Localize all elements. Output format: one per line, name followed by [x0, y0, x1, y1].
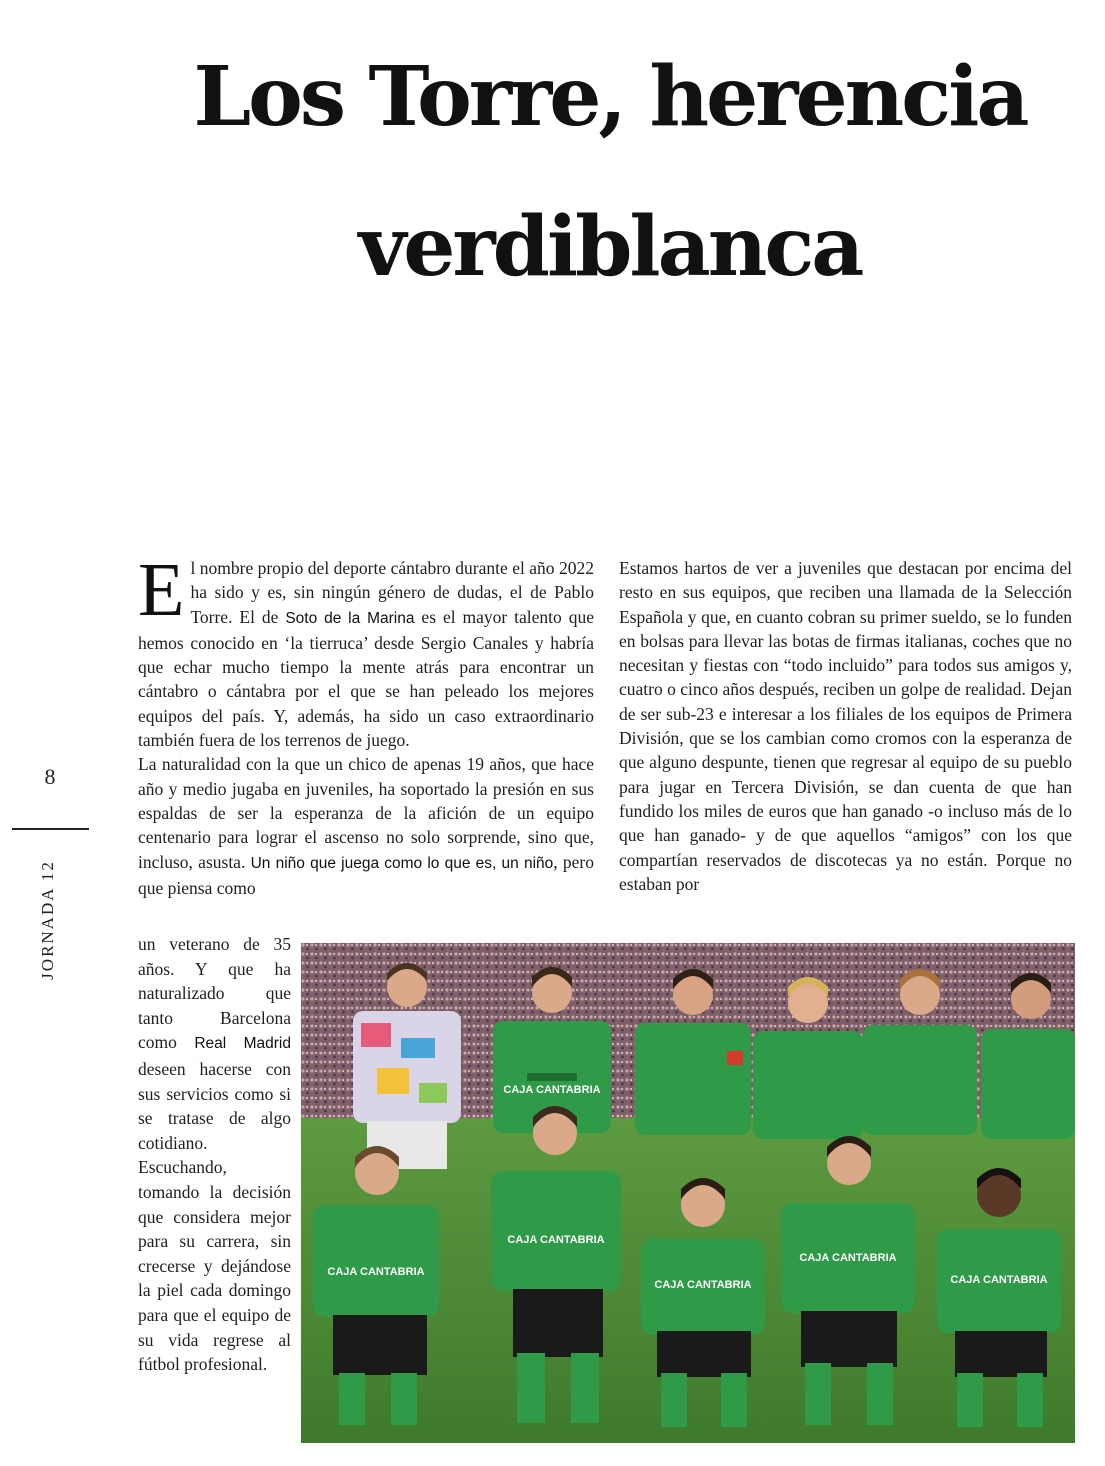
paragraph-1-text-end: es el mayor talento que hemos conocido en ‘la tierruca’ desde Sergio Canales y habría que echar mucho tiempo la mente atrás para encontrar un cántabro o cántabra por el que se han peleado los mejores equipos del país. Y, además, ha sido un caso extraordinario también fuera de los terrenos de juego. — [138, 606, 594, 751]
narrow-column — [138, 932, 291, 1377]
paragraph-1 — [138, 548, 594, 752]
sponsor-front-1: CAJA CANTABRIA — [327, 1266, 425, 1278]
right-column — [619, 556, 1072, 896]
title-line-2: verdiblanca — [358, 199, 862, 295]
sponsor-front-4: CAJA CANTABRIA — [799, 1252, 897, 1264]
paragraph-2 — [138, 752, 594, 900]
highlight-soto-de-la-marina: Soto de la Marina — [285, 609, 415, 627]
sponsor-back-2: CAJA CANTABRIA — [503, 1084, 601, 1096]
divider-rule — [12, 828, 89, 830]
article-title — [130, 22, 1090, 322]
paragraph-1-text: l nombre propio del deporte cántabro durante el año 2022 ha sido y es, sin ningún género de dudas, el de Pablo Torre. El de — [190, 558, 594, 627]
page-number: 8 — [44, 764, 56, 789]
team-photo — [301, 943, 1075, 1443]
section-label: JORNADA 12 — [38, 860, 57, 980]
narrow-text: un veterano de 35 años. Y que ha naturalizado que tanto Barcelona como — [138, 934, 291, 1053]
left-column — [138, 548, 594, 900]
drop-cap: E — [138, 548, 185, 632]
sponsor-front-3: CAJA CANTABRIA — [654, 1279, 752, 1291]
narrow-text-end: deseen hacerse con sus servicios como si se tratase de algo cotidiano. Escuchando, tomando la decisión que considera mejor para su carrera, sin crecerse y dejándose la piel cada domingo para que el equipo de su vida regrese al fútbol profesional. — [138, 1058, 291, 1375]
sponsor-front-2: CAJA CANTABRIA — [507, 1234, 605, 1246]
paragraph-2-text: La naturalidad con la que un chico de apenas 19 años, que hace año y medio jugaba en juveniles, ha soportado la presión en sus espaldas de ser la esperanza de la afición de un equipo centenario para lograr el ascenso no solo sorprende, sino que, incluso, asusta. — [138, 754, 594, 872]
sponsor-front-5: CAJA CANTABRIA — [950, 1274, 1048, 1286]
paragraph-2-text-end: , pero que piensa como — [138, 851, 594, 898]
highlight-un-nino: Un niño que juega como lo que es, un niño — [250, 854, 554, 872]
right-paragraph: Estamos hartos de ver a juveniles que destacan por encima del resto en sus equipos, que reciben una llamada de la Selección Española y que, en cuanto cobran su primer sueldo, se lo funden en bolsas para llevar las botas de firmas italianas, coches que no necesitan y fiestas con “todo incluido” para todos sus amigos y, cuatro o cinco años después, reciben un golpe de realidad. Dejan de ser sub-23 e interesar a los filiales de los equipos de Primera División, que se los cambian como cromos con la esperanza de que alguno despunte, tienen que regresar al equipo de su pueblo para jugar en Tercera División, se dan cuenta de que han fundido los miles de euros que han ganado -o incluso más de lo que han ganado- y de que aquellos “amigos” con los que compartían reservados de discotecas ya no están. Porque no estaban por — [619, 558, 1072, 894]
title-line-1: Los Torre, herencia — [193, 49, 1027, 145]
highlight-real-madrid: Real Madrid — [194, 1035, 291, 1053]
